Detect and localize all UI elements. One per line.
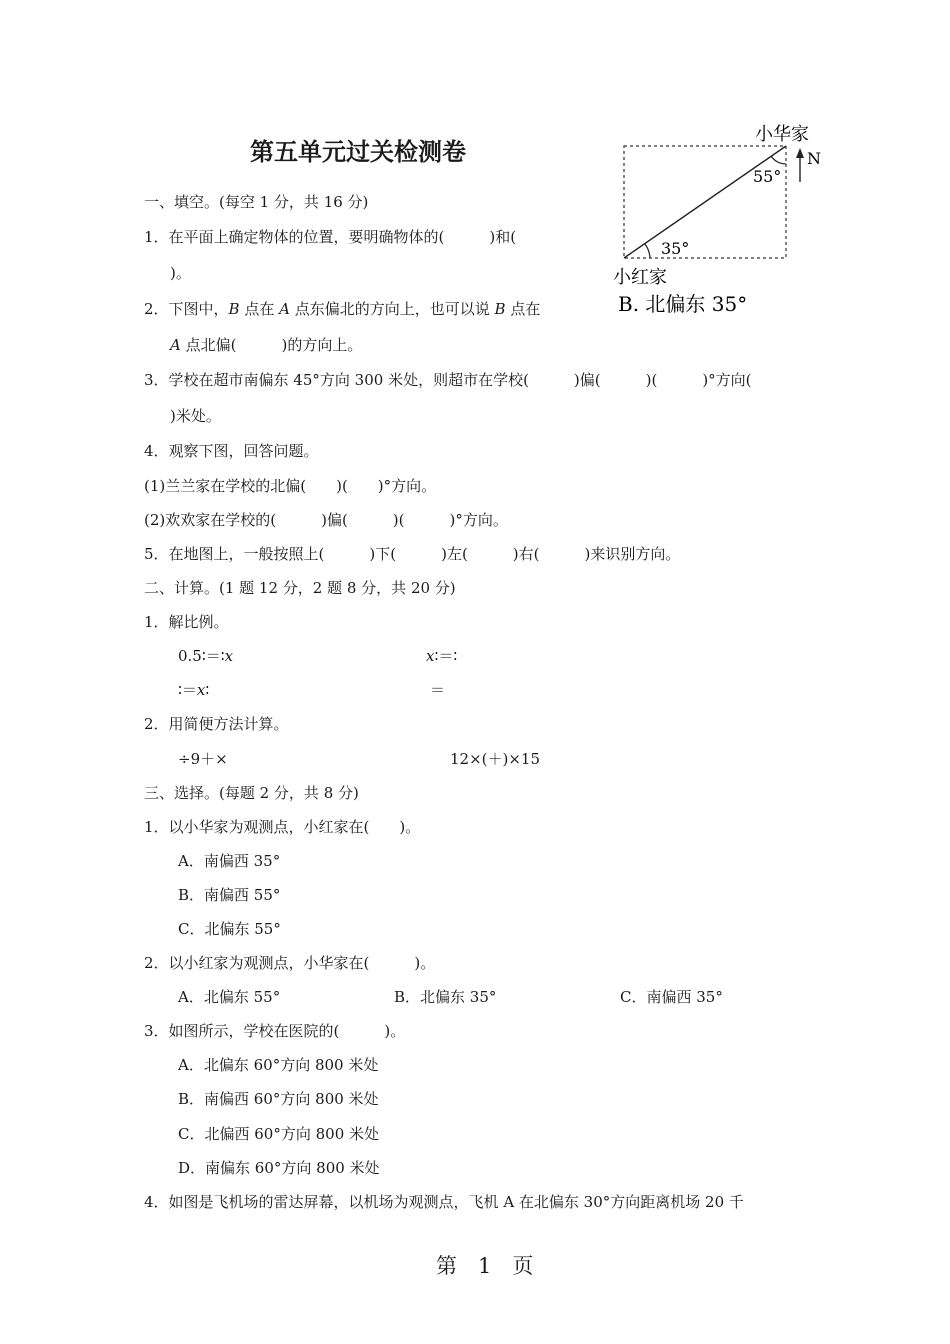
calc-1c	[178, 680, 209, 700]
question-2	[144, 299, 540, 319]
xiaohua-label: 小华家	[755, 124, 809, 145]
variable-x: x	[196, 681, 206, 699]
page-number: 第 1 页	[436, 1254, 534, 1278]
choice-2-option-c: C．南偏西 35°	[620, 988, 723, 1006]
calc-2: 2．用简便方法计算。	[144, 715, 289, 733]
text: 0.5∶＝∶	[178, 647, 225, 665]
angle-top-label: 55°	[753, 167, 782, 186]
choice-2-option-a: A．北偏东 55°	[178, 988, 281, 1006]
calc-1b	[426, 646, 457, 666]
figure-caption: B. 北偏东 35°	[618, 292, 748, 316]
north-arrow-head	[796, 148, 804, 158]
question-5: 5．在地图上，一般按照上( )下( )左( )右( )来识别方向。	[144, 545, 681, 563]
question-1: 1．在平面上确定物体的位置，要明确物体的( )和(	[144, 228, 517, 246]
choice-2-option-b: B．北偏东 35°	[394, 988, 497, 1006]
text: ∶＝∶	[434, 647, 458, 665]
text: 点北偏( )的方向上。	[180, 336, 363, 354]
text: 点在	[505, 300, 541, 318]
calc-1: 1．解比例。	[144, 613, 229, 631]
choice-1-option-a: A．南偏西 35°	[178, 852, 281, 870]
angle-arc-bottom	[645, 244, 650, 258]
text: ∶＝	[178, 681, 197, 699]
question-4: 4．观察下图，回答问题。	[144, 442, 319, 460]
point-b: B	[494, 300, 506, 318]
question-2-cont	[170, 335, 362, 355]
choice-1-option-c: C．北偏东 55°	[178, 920, 281, 938]
question-3: 3．学校在超市南偏东 45°方向 300 米处，则超市在学校( )偏( )( )°方向(	[144, 371, 752, 389]
variable-x: x	[426, 647, 435, 665]
question-3-cont: )米处。	[170, 407, 221, 425]
choice-2: 2．以小红家为观测点，小华家在( )。	[144, 954, 436, 972]
question-4-1: (1)兰兰家在学校的北偏( )( )°方向。	[144, 477, 437, 495]
section-2-heading: 二、计算。(1 题 12 分，2 题 8 分，共 20 分)	[144, 579, 456, 597]
question-4-2: (2)欢欢家在学校的( )偏( )( )°方向。	[144, 511, 508, 529]
page-title: 第五单元过关检测卷	[250, 138, 466, 166]
variable-x: x	[224, 647, 234, 665]
calc-1d: ＝	[430, 681, 446, 699]
text: 点在	[239, 300, 280, 318]
calc-2b: 12×(＋)×15	[450, 750, 541, 768]
calc-1a	[178, 646, 233, 666]
text: ∶	[205, 681, 210, 699]
choice-3-option-a: A．北偏东 60°方向 800 米处	[178, 1056, 379, 1074]
xiaohong-label: 小红家	[613, 267, 667, 288]
point-a: A	[170, 336, 181, 354]
question-1-cont: )。	[170, 264, 191, 282]
calc-2a: ÷9＋×	[178, 750, 228, 768]
angle-arc-top	[771, 156, 786, 164]
choice-1: 1．以小华家为观测点，小红家在( )。	[144, 818, 421, 836]
section-1-heading: 一、填空。(每空 1 分，共 16 分)	[144, 193, 369, 211]
direction-diagram	[605, 118, 835, 318]
choice-4: 4．如图是飞机场的雷达屏幕，以机场为观测点，飞机 A 在北偏东 30°方向距离机场 20 千	[144, 1193, 744, 1211]
angle-bottom-label: 35°	[661, 239, 690, 258]
north-label: N	[807, 149, 821, 168]
point-b: B	[228, 300, 240, 318]
text: 点东偏北的方向上，也可以说	[289, 300, 495, 318]
choice-3-option-d: D．南偏东 60°方向 800 米处	[178, 1159, 380, 1177]
text: 2．下图中，	[144, 300, 229, 318]
choice-3: 3．如图所示，学校在医院的( )。	[144, 1022, 406, 1040]
choice-1-option-b: B．南偏西 55°	[178, 886, 281, 904]
choice-3-option-b: B．南偏西 60°方向 800 米处	[178, 1090, 379, 1108]
point-a: A	[279, 300, 290, 318]
connecting-line	[624, 146, 786, 258]
choice-3-option-c: C．北偏西 60°方向 800 米处	[178, 1125, 379, 1143]
section-3-heading: 三、选择。(每题 2 分，共 8 分)	[144, 784, 359, 802]
